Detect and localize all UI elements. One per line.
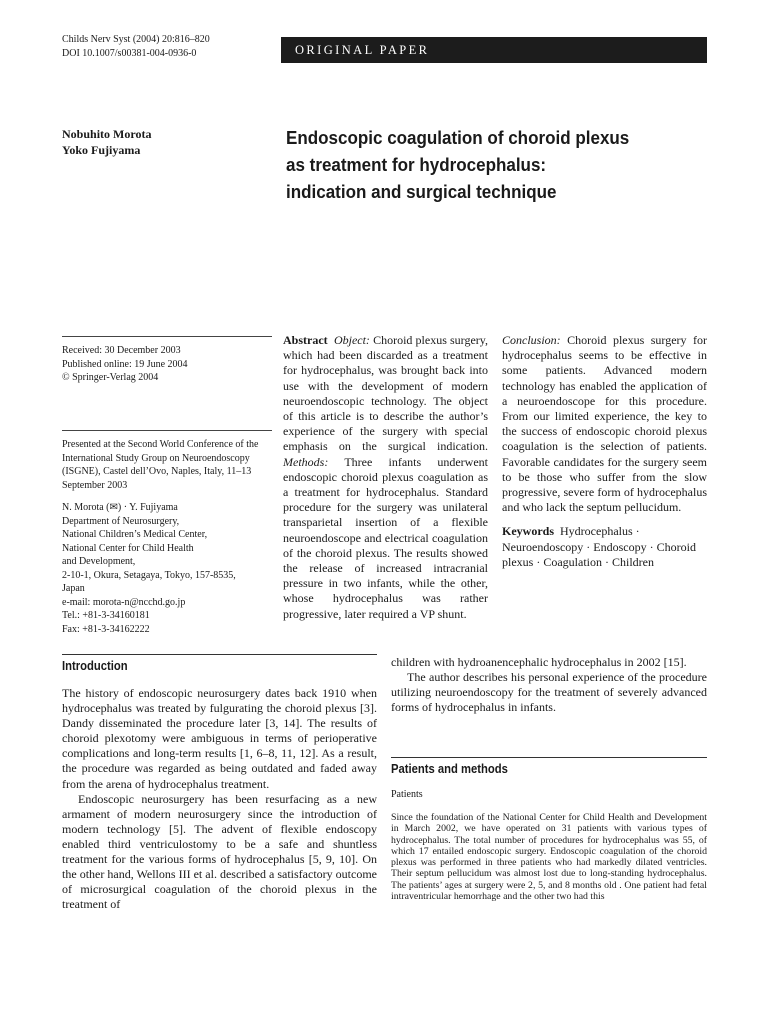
affiliation-center: National Children’s Medical Center, (62, 529, 208, 540)
article-title (286, 124, 672, 205)
patients-methods-heading: Patients and methods (391, 762, 508, 776)
abstract-object-label: Object: (333, 333, 370, 347)
affiliation-center: and Development, (62, 556, 136, 567)
affiliation-fax: Fax: +81-3-34162222 (62, 623, 150, 635)
abstract-continuation (502, 333, 707, 515)
copyright: © Springer-Verlag 2004 (62, 372, 159, 383)
journal-citation: Childs Nerv Syst (2004) 20:816–820 (62, 34, 210, 45)
patients-subheading: Patients (391, 789, 423, 800)
body-column-left (62, 686, 377, 912)
journal-doi: DOI 10.1007/s00381-004-0936-0 (62, 48, 197, 59)
abstract-column-left (283, 333, 488, 622)
abstract-conclusion-label: Conclusion: (502, 333, 561, 347)
author-name: Nobuhito Morota (62, 127, 152, 141)
article-type-banner: ORIGINAL PAPER (281, 37, 707, 63)
author-name: Yoko Fujiyama (62, 143, 141, 157)
intro-paragraph: The author describes his personal experience of the procedure utilizing neuroendoscopy for the treatment of severely advanced forms of hydrocephalus in infants. (391, 670, 707, 715)
received-date: Received: 30 December 2003 (62, 345, 181, 356)
title-line: Endoscopic coagulation of choroid plexus (286, 127, 630, 148)
presented-text: Presented at the Second World Conference of the International Study Group on Neuroendoscopy (ISGNE), Castel dell’Ovo, Naples, Italy, 11–13 September 2003 (62, 439, 259, 491)
affiliation-address: 2-10-1, Okura, Setagaya, Tokyo, 157-8535, (62, 569, 236, 581)
section-rule (62, 654, 377, 655)
abstract-methods-text: Three infants underwent endoscopic choroid plexus coagulation as a treatment for hydrocephalus. Standard procedure for the surgery was unilateral transparietal insertion of a flexible neuroendoscope and electrical coagulation of the choroid plexus. The results showed the release of increased intracranial pressure in two infants, while the other, whose hydrocephalus was rather progressive, later required a VP shunt. (283, 454, 488, 621)
title-line: indication and surgical technique (286, 181, 557, 202)
dates-block (62, 336, 272, 385)
presented-note (62, 430, 272, 492)
journal-header (62, 33, 210, 61)
intro-paragraph: The history of endoscopic neurosurgery dates back 1910 when hydrocephalus was treated by fulgurating the choroid plexus [3]. Dandy disseminated the procedure later [3, 14]. The results of choroid plexotomy were ambiguous in terms of perioperative complications and long-term results [1, 6–8, 11, 12]. As a result, the procedure was regarded as being outdated and faded away from the arena of hydrocephalus treatment. (62, 686, 377, 791)
abstract-conclusion-text: Choroid plexus surgery for hydrocephalus seems to be effective in some patients. Advanced modern technology has enabled the application of a neuroendoscope for this procedure. From our limited experience, the key to the success of endoscopic choroid plexus coagulation is the selection of patients. Favorable candidates for the surgery seem to be those who suffer from the slow progressive, severe form of hydrocephalus and who lack the septum pellucidum. (502, 333, 708, 515)
abstract-object-text: Choroid plexus surgery, which had been discarded as a treatment for hydrocephalus, was brought back into use with the development of modern neuroendoscopic technology. The object of this article is to describe the author’s experience of the surgery with special emphasis on the surgical indication. (283, 333, 488, 454)
affiliation-email[interactable]: e-mail: morota-n@ncchd.go.jp (62, 596, 186, 608)
abstract-label: Abstract (283, 333, 328, 347)
body-column-right (391, 655, 707, 715)
keywords-text: Hydrocephalus · Neuroendoscopy · Endoscopy · Choroid plexus · Coagulation · Children (502, 524, 696, 569)
author-list (62, 126, 151, 158)
keywords-block (502, 524, 707, 570)
affiliation-center: National Center for Child Health (62, 542, 194, 554)
section-rule (391, 757, 707, 758)
title-line: as treatment for hydrocephalus: (286, 154, 547, 175)
affiliation-tel: Tel.: +81-3-34160181 (62, 610, 150, 621)
affiliation-dept: Department of Neurosurgery, (62, 515, 180, 527)
affiliation-country: Japan (62, 583, 85, 594)
affiliation-names: N. Morota (✉) · Y. Fujiyama (62, 502, 178, 513)
affiliation-block (62, 501, 272, 636)
patients-paragraph: Since the foundation of the National Center for Child Health and Development in March 2002, we have operated on 31 patients with various types of hydrocephalus. The total number of procedures for hydrocephalus was 55, of which 17 entailed endoscopic surgery. Endoscopic coagulation of the choroid plexus was performed in three patients who had markedly dilated ventricles. Their septum pellucidum was almost lost due to long-standing hydrocephalus. The patients’ ages at surgery were 2, 5, and 8 months old . One patient had fetal intraventricular hemorrhage and the other two had this (391, 812, 707, 903)
published-date: Published online: 19 June 2004 (62, 358, 188, 370)
keywords-label: Keywords (502, 524, 554, 539)
introduction-heading: Introduction (62, 659, 128, 673)
intro-paragraph-continued: children with hydroanencephalic hydrocephalus in 2002 [15]. (391, 655, 687, 669)
abstract-methods-label: Methods: (283, 454, 329, 469)
abstract-column-right (502, 333, 707, 570)
intro-paragraph: Endoscopic neurosurgery has been resurfacing as a new armament of modern neurosurgery since the introduction of modern technology [5]. The advent of flexible endoscopy enabled third ventriculostomy to be a safe and shuntless treatment for the various forms of hydrocephalus [5, 9, 10]. On the other hand, Wellons III et al. described a satisfactory outcome of microsurgical coagulation of the choroid plexus in the treatment of (62, 791, 377, 912)
